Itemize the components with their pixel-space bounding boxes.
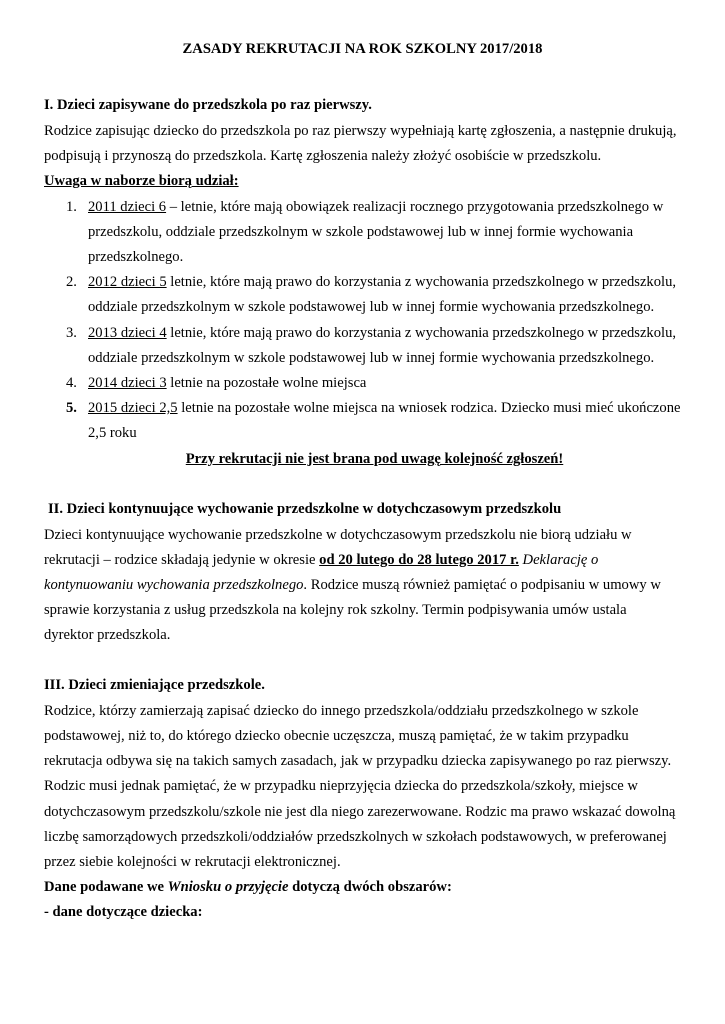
list-item-year: 2014 dzieci 3 xyxy=(88,375,167,391)
list-item-number: 4. xyxy=(66,375,77,391)
section-2-line: rekrutacji – rodzice składają jedynie w okresie od 20 lutego do 28 lutego 2017 r. Deklarację o xyxy=(44,552,599,568)
section-3-line: Rodzice, którzy zamierzają zapisać dziecko do innego przedszkola/oddziału przedszkolnego w szkole xyxy=(44,703,639,719)
list-item-line: przedszkolu, oddziale przedszkolnym w szkole podstawowej lub w innej formie wychowania xyxy=(88,224,634,240)
section-3-line: Rodzic musi jednak pamiętać, że w przypadku nieprzyjęcia dziecka do przedszkola/szkoły, miejsce w xyxy=(44,778,638,794)
list-item-line: 2015 dzieci 2,5 letnie na pozostałe wolne miejsca na wniosek rodzica. Dziecko musi mieć ukończone xyxy=(88,400,681,416)
list-item-line: 2013 dzieci 4 letnie, które mają prawo do korzystania z wychowania przedszkolnego w przedszkolu, xyxy=(88,325,677,341)
list-item-line: przedszkolnego. xyxy=(88,249,184,265)
list-item-number: 5. xyxy=(66,400,77,416)
deadline-text: od 20 lutego do 28 lutego 2017 r. xyxy=(319,552,519,568)
list-item-year: 2011 dzieci 6 xyxy=(88,199,167,215)
list-item-line: 2014 dzieci 3 letnie na pozostałe wolne miejsca xyxy=(88,375,367,391)
child-data-heading: - dane dotyczące dziecka: xyxy=(44,904,203,920)
section-3-line: podstawowej, niż to, do którego dziecko obecnie uczęszcza, muszą pamiętać, że w takim przypadku xyxy=(44,728,629,744)
list-item-number: 1. xyxy=(66,199,77,215)
list-item-number: 2. xyxy=(66,274,77,290)
section-2-heading: II. Dzieci kontynuujące wychowanie przedszkolne w dotychczasowym przedszkolu xyxy=(48,501,562,517)
section-2-line: dyrektor przedszkola. xyxy=(44,627,171,643)
list-item-year: 2012 dzieci 5 xyxy=(88,274,167,290)
section-2-line: sprawie korzystania z usług przedszkola na kolejny rok szkolny. Termin podpisywania umów ustala xyxy=(44,602,627,618)
section-2-line: Dzieci kontynuujące wychowanie przedszkolne w dotychczasowym przedszkolu nie biorą udziału w xyxy=(44,527,632,543)
section-1-paragraph-line: Rodzice zapisując dziecko do przedszkola po raz pierwszy wypełniają kartę zgłoszenia, a następnie drukują, xyxy=(44,123,677,139)
document-title: ZASADY REKRUTACJI NA ROK SZKOLNY 2017/2018 xyxy=(182,41,543,57)
list-item-line: 2,5 roku xyxy=(88,425,137,441)
section-3-line: przez siebie kolejności w rekrutacji elektronicznej. xyxy=(44,854,341,870)
list-item-line: oddziale przedszkolnym w szkole podstawowej lub w innej formie wychowania przedszkolnego. xyxy=(88,299,655,315)
section-1-paragraph-line: podpisują i przynoszą do przedszkola. Kartę zgłoszenia należy złożyć osobiście w przedszkolu. xyxy=(44,148,602,164)
list-item-line: 2012 dzieci 5 letnie, które mają prawo do korzystania z wychowania przedszkolnego w przedszkolu, xyxy=(88,274,677,290)
list-item-line: 2011 dzieci 6 – letnie, które mają obowiązek realizacji rocznego przygotowania przedszkolnego w xyxy=(88,199,664,215)
list-item-year: 2013 dzieci 4 xyxy=(88,325,167,341)
section-3-line: liczbę samorządowych przedszkoli/oddziałów przedszkolnych w szkołach podstawowych, w preferowanej xyxy=(44,829,667,845)
list-item-line: oddziale przedszkolnym w szkole podstawowej lub w innej formie wychowania przedszkolnego. xyxy=(88,350,655,366)
section-3-line: rekrutacja odbywa się na takich samych zasadach, jak w przypadku dziecka zapisywanego po raz pierwszy. xyxy=(44,753,672,769)
section-1-note: Uwaga w naborze biorą udział: xyxy=(44,173,239,189)
list-item-number: 3. xyxy=(66,325,77,341)
list-item-year: 2015 dzieci 2,5 xyxy=(88,400,178,416)
section-3-heading: III. Dzieci zmieniające przedszkole. xyxy=(44,677,265,693)
section-1-heading: I. Dzieci zapisywane do przedszkola po raz pierwszy. xyxy=(44,97,372,113)
section-2-line: kontynuowaniu wychowania przedszkolnego. Rodzice muszą również pamiętać o podpisaniu w umowy w xyxy=(44,577,661,593)
rekrutacja-warning: Przy rekrutacji nie jest brana pod uwagę kolejność zgłoszeń! xyxy=(185,451,564,467)
section-3-line: dotychczasowym przedszkolu/szkole nie jest dla niego zarezerwowane. Rodzic ma prawo wskazać dowolną xyxy=(44,804,676,820)
data-areas-heading: Dane podawane we Wniosku o przyjęcie dotyczą dwóch obszarów: xyxy=(44,879,452,895)
